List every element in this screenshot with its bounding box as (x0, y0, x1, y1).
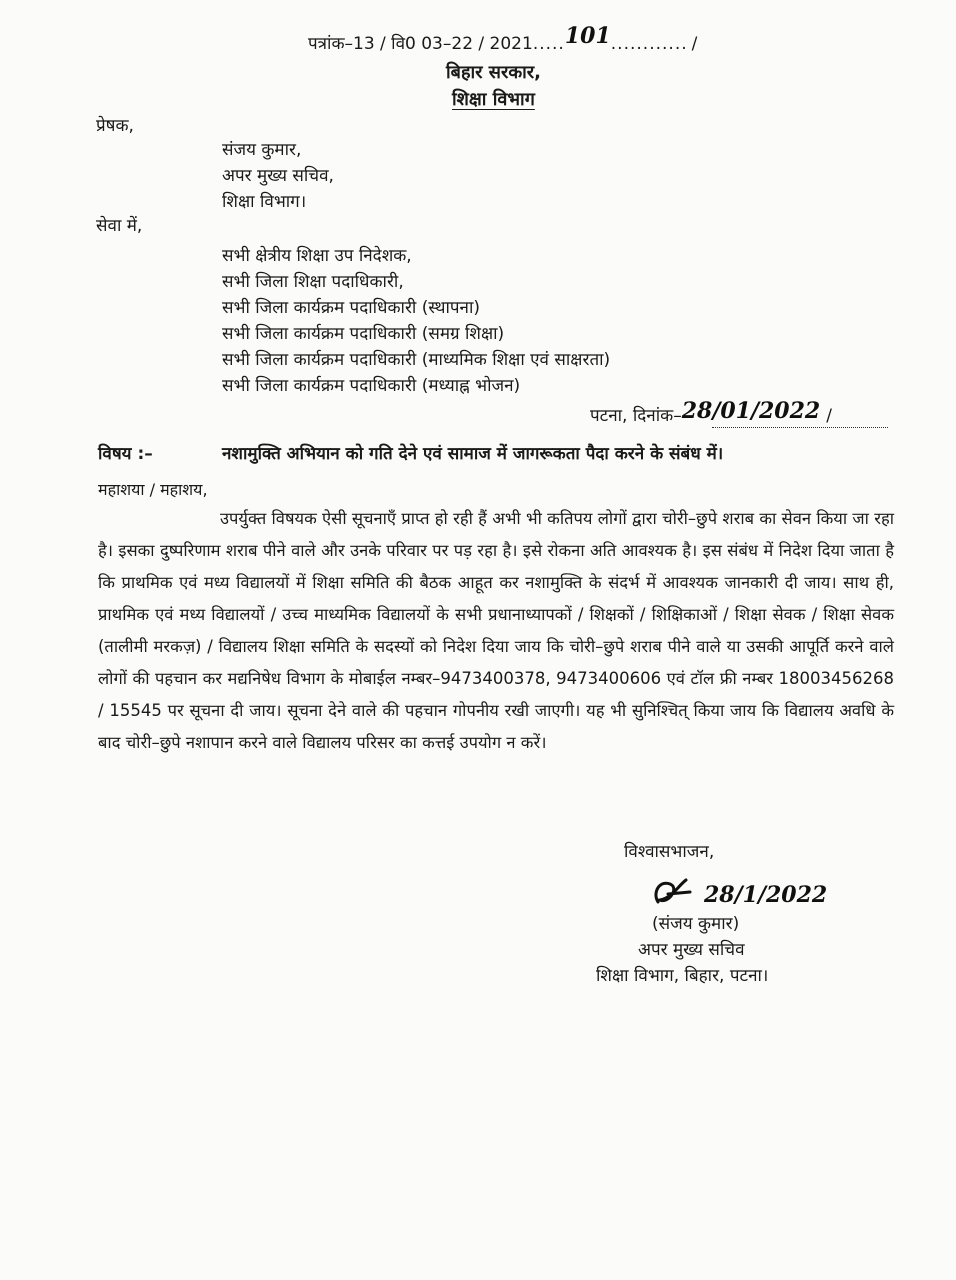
signature-mark (650, 874, 710, 914)
letter-number-line: पत्रांक–13 / वि0 03–22 / 2021.....101............ / (308, 23, 698, 54)
recipient-item: सभी जिला कार्यक्रम पदाधिकारी (माध्यमिक शिक्षा एवं साक्षरता) (222, 350, 611, 370)
recipient-item: सभी क्षेत्रीय शिक्षा उप निदेशक, (222, 246, 412, 266)
signature-date: 28/1/2022 (704, 882, 828, 908)
body-paragraph: उपर्युक्त विषयक ऐसी सूचनाएँ प्राप्त हो रही हैं अभी भी कतिपय लोगों द्वारा चोरी–छुपे शराब का सेवन किया जा रहा है। इसका दुष्परिणाम शराब पीने वाले और उनके परिवार पर पड़ रहा है। इसे रोकना अति आवश्यक है। इस संबंध में निदेश दिया जाता है कि प्राथमिक एवं मध्य विद्यालयों में शिक्षा समिति की बैठक आहूत कर नशामुक्ति के संदर्भ में आवश्यक जानकारी दी जाय। साथ ही, प्राथमिक एवं मध्य विद्यालयों / उच्च माध्यमिक विद्यालयों के सभी प्रधानाध्यापकों / शिक्षकों / शिक्षिकाओं / शिक्षा सेवक / शिक्षा सेवक (तालीमी मरकज़) / विद्यालय शिक्षा समिति के सदस्यों को निदेश दिया जाय कि चोरी–छुपे शराब पीने वाले या उसकी आपूर्ति करने वाले लोगों की पहचान कर मद्यनिषेध विभाग के मोबाईल नम्बर–9473400378, 9473400606 एवं टॉल फ्री नम्बर 18003456268 / 15545 पर सूचना दी जाय। सूचना देने वाले की पहचान गोपनीय रखी जाएगी। यह भी सुनिश्चित् किया जाय कि विद्यालय अवधि के बाद चोरी–छुपे नशापान करने वाले विद्यालय परिसर का कत्तई उपयोग न करें। (98, 509, 894, 752)
date-label: पटना, दिनांक– (590, 406, 682, 426)
signatory-department: शिक्षा विभाग, बिहार, पटना। (596, 966, 769, 986)
sender-designation: अपर मुख्य सचिव, (222, 166, 334, 186)
government-name: बिहार सरकार, (446, 62, 542, 83)
handwritten-letter-number: 101 (564, 23, 611, 49)
valediction: विश्वासभाजन, (624, 842, 715, 862)
handwritten-date: 28/01/2022 (681, 398, 821, 424)
recipient-item: सभी जिला शिक्षा पदाधिकारी, (222, 272, 404, 292)
letter-number-prefix: पत्रांक–13 / वि0 03–22 / 2021 (308, 34, 533, 54)
recipient-item: सभी जिला कार्यक्रम पदाधिकारी (समग्र शिक्षा) (222, 324, 505, 344)
signatory-designation: अपर मुख्य सचिव (638, 940, 745, 960)
signatory-name: (संजय कुमार) (652, 914, 740, 934)
date-dotted-line (712, 427, 888, 428)
sender-department: शिक्षा विभाग। (222, 192, 307, 212)
sender-label: प्रेषक, (96, 116, 134, 136)
department-title: शिक्षा विभाग (452, 89, 535, 110)
recipient-item: सभी जिला कार्यक्रम पदाधिकारी (स्थापना) (222, 298, 481, 318)
letter-number-suffix: / (691, 34, 698, 54)
date-line (590, 398, 832, 428)
sender-name: संजय कुमार, (222, 140, 302, 160)
date-suffix: / (826, 406, 832, 426)
subject-label: विषय :– (98, 444, 153, 464)
salutation: महाशया / महाशय, (98, 480, 208, 499)
subject-text: नशामुक्ति अभियान को गति देने एवं सामाज में जागरूकता पैदा करने के संबंध में। (222, 444, 724, 464)
recipient-item: सभी जिला कार्यक्रम पदाधिकारी (मध्याह्न भोजन) (222, 376, 521, 396)
recipients-label: सेवा में, (96, 216, 143, 236)
